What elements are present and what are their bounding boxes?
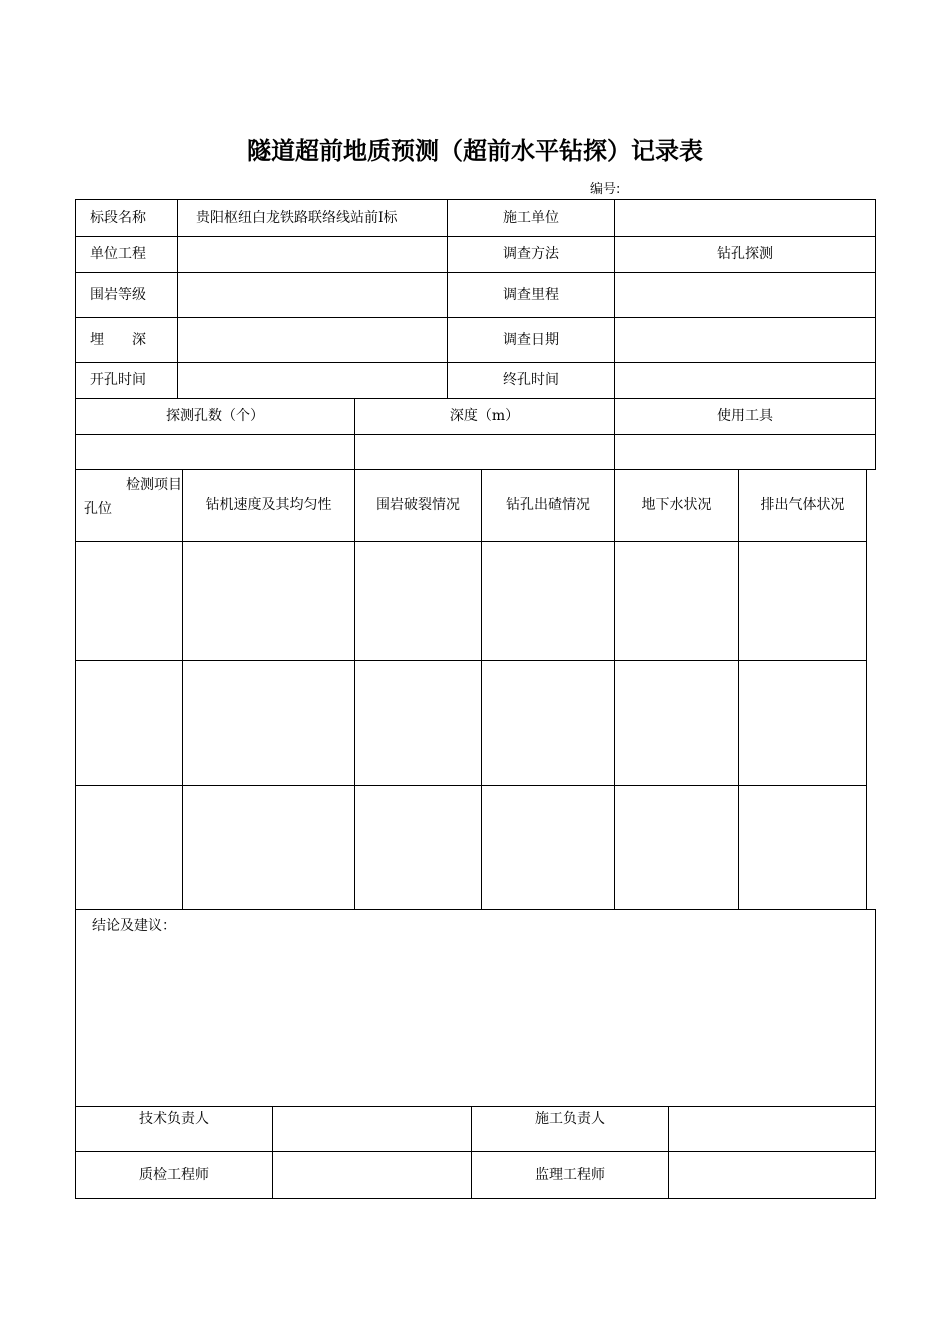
table-cell[interactable]: [182, 541, 355, 661]
grid-corner-cell: [75, 469, 183, 542]
unit-project-label: 单位工程: [75, 236, 178, 273]
survey-method-label: 调查方法: [447, 236, 615, 273]
tools-value[interactable]: [614, 434, 876, 470]
burial-depth-value[interactable]: [177, 317, 448, 363]
table-cell[interactable]: [481, 785, 615, 910]
column-header: 钻机速度及其均匀性: [182, 469, 355, 542]
section-name-label: 标段名称: [75, 199, 178, 237]
hole-count-value[interactable]: [75, 434, 355, 470]
start-time-label: 开孔时间: [75, 362, 178, 399]
column-header: 地下水状况: [614, 469, 739, 542]
construction-unit-label: 施工单位: [447, 199, 615, 237]
table-cell[interactable]: [614, 541, 739, 661]
tech-lead-signature[interactable]: [272, 1106, 472, 1152]
table-cell[interactable]: [481, 541, 615, 661]
table-cell[interactable]: [481, 660, 615, 786]
burial-depth-label: 埋 深: [75, 317, 178, 363]
survey-method-value: 钻孔探测: [614, 236, 876, 273]
construction-lead-label: 施工负责人: [471, 1106, 669, 1152]
hole-count-label: 探测孔数（个）: [75, 398, 355, 435]
tech-lead-label: 技术负责人: [75, 1106, 273, 1152]
column-header: 排出气体状况: [738, 469, 867, 542]
construction-unit-value[interactable]: [614, 199, 876, 237]
survey-mileage-label: 调查里程: [447, 272, 615, 318]
grid-corner-top: 检测项目: [126, 477, 182, 493]
conclusion-label: 结论及建议：: [92, 918, 176, 934]
tools-label: 使用工具: [614, 398, 876, 435]
table-cell[interactable]: [354, 541, 482, 661]
qc-engineer-signature[interactable]: [272, 1151, 472, 1199]
table-cell[interactable]: [738, 660, 867, 786]
conclusion-box[interactable]: [75, 909, 876, 1107]
table-cell[interactable]: [354, 660, 482, 786]
table-cell[interactable]: [614, 660, 739, 786]
column-header: 钻孔出碴情况: [481, 469, 615, 542]
table-cell[interactable]: [182, 660, 355, 786]
table-cell[interactable]: [75, 785, 183, 910]
hole-depth-label: 深度（m）: [354, 398, 615, 435]
start-time-value[interactable]: [177, 362, 448, 399]
table-cell[interactable]: [75, 660, 183, 786]
hole-depth-value[interactable]: [354, 434, 615, 470]
doc-number-label: 编号:: [590, 182, 621, 197]
table-cell[interactable]: [354, 785, 482, 910]
end-time-label: 终孔时间: [447, 362, 615, 399]
end-time-value[interactable]: [614, 362, 876, 399]
grid-corner-bottom: 孔位: [84, 501, 112, 517]
rock-grade-label: 围岩等级: [75, 272, 178, 318]
survey-date-label: 调查日期: [447, 317, 615, 363]
table-cell[interactable]: [738, 541, 867, 661]
page-title: 隧道超前地质预测（超前水平钻探）记录表: [247, 136, 703, 165]
section-name-value: 贵阳枢纽白龙铁路联络线站前Ⅰ标: [177, 199, 448, 237]
column-header: 围岩破裂情况: [354, 469, 482, 542]
table-cell[interactable]: [75, 541, 183, 661]
supervision-engineer-label: 监理工程师: [471, 1151, 669, 1199]
table-cell[interactable]: [182, 785, 355, 910]
survey-mileage-value[interactable]: [614, 272, 876, 318]
table-cell[interactable]: [738, 785, 867, 910]
table-cell[interactable]: [614, 785, 739, 910]
supervision-engineer-signature[interactable]: [668, 1151, 876, 1199]
qc-engineer-label: 质检工程师: [75, 1151, 273, 1199]
survey-date-value[interactable]: [614, 317, 876, 363]
unit-project-value[interactable]: [177, 236, 448, 273]
construction-lead-signature[interactable]: [668, 1106, 876, 1152]
rock-grade-value[interactable]: [177, 272, 448, 318]
